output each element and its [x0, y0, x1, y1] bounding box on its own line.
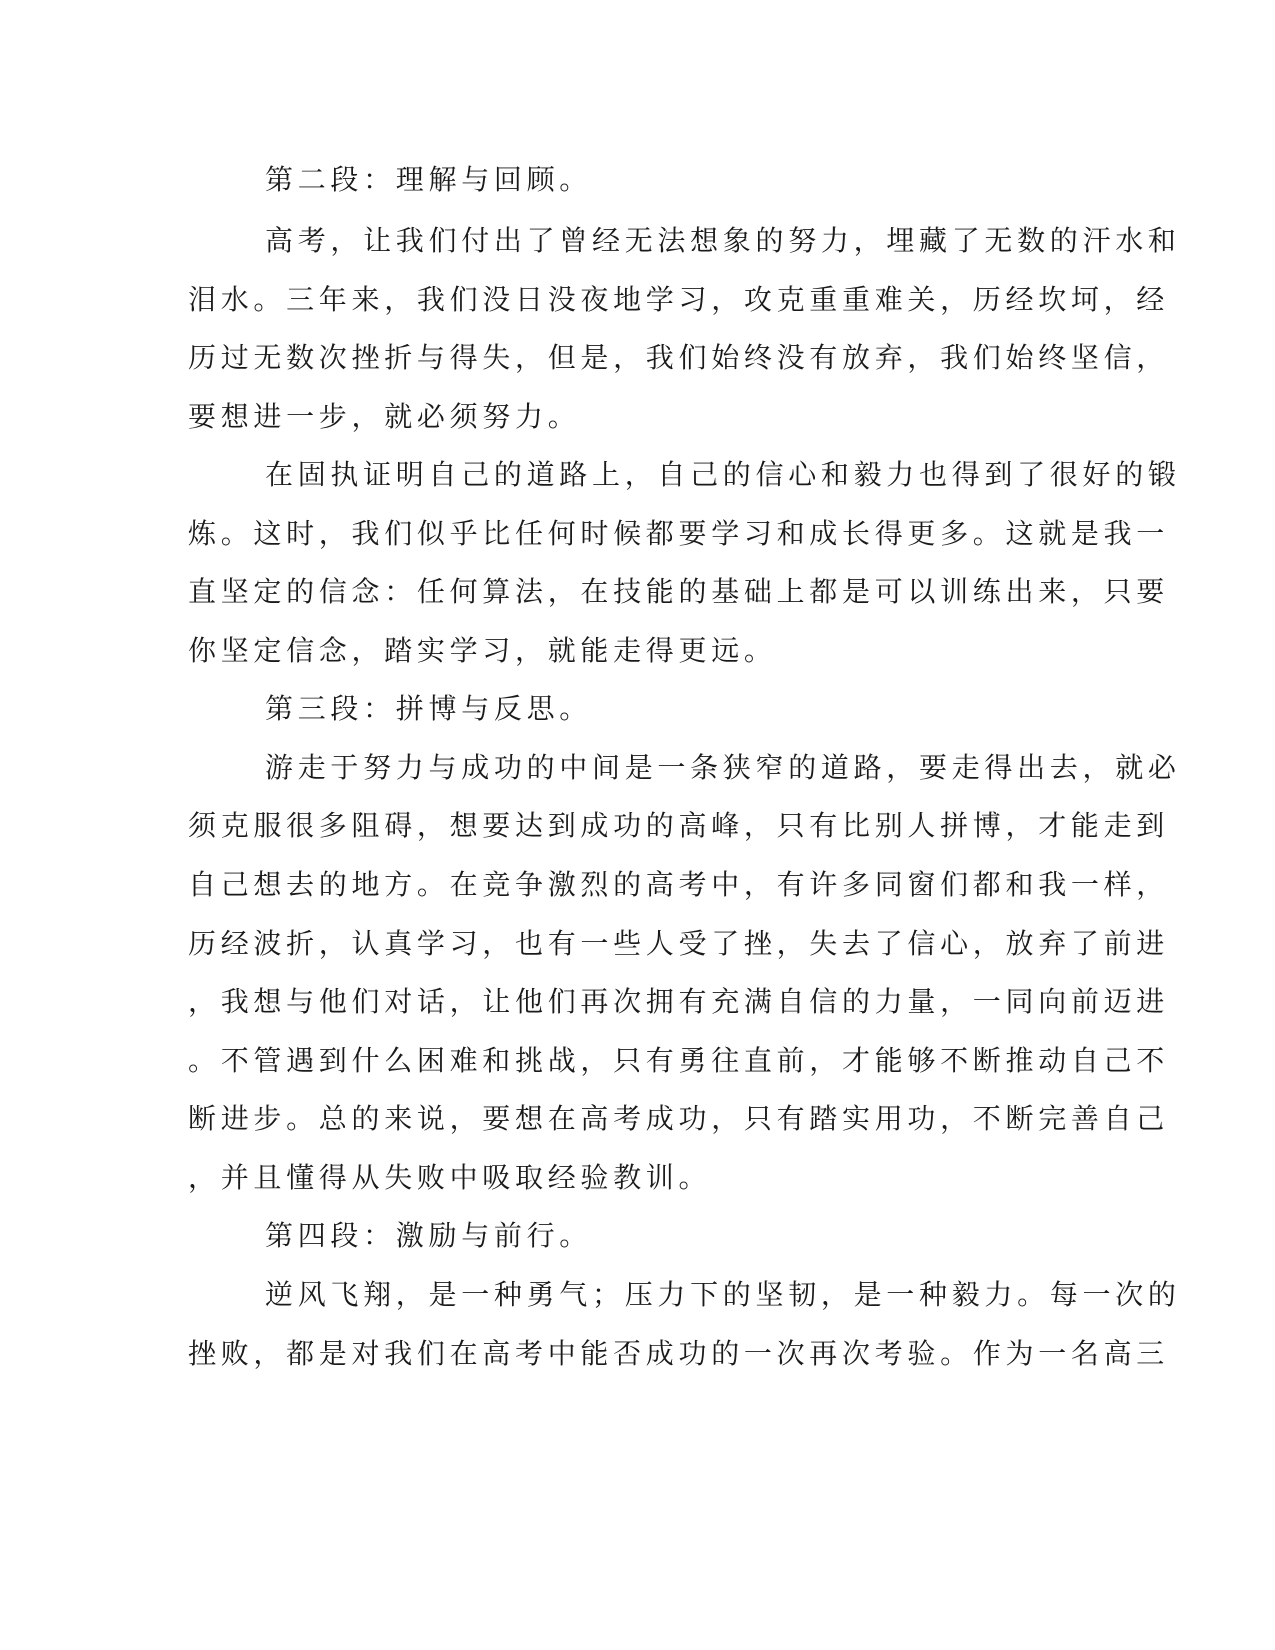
paragraph-line: 须克服很多阻碍，想要达到成功的高峰，只有比别人拼博，才能走到: [188, 809, 1170, 842]
paragraph-line: 自己想去的地方。在竞争激烈的高考中，有许多同窗们都和我一样，: [188, 868, 1170, 901]
paragraph-line: 在固执证明自己的道路上，自己的信心和毅力也得到了很好的锻: [265, 458, 1181, 491]
paragraph-line: 直坚定的信念：任何算法，在技能的基础上都是可以训练出来，只要: [188, 575, 1170, 608]
paragraph-line: 挫败，都是对我们在高考中能否成功的一次再次考验。作为一名高三: [188, 1337, 1170, 1370]
paragraph-line: 逆风飞翔，是一种勇气；压力下的坚韧，是一种毅力。每一次的: [265, 1278, 1181, 1311]
paragraph-line: 泪水。三年来，我们没日没夜地学习，攻克重重难关，历经坎坷，经: [188, 283, 1170, 316]
paragraph-line: 游走于努力与成功的中间是一条狭窄的道路，要走得出去，就必: [265, 751, 1181, 784]
paragraph-line: 历经波折，认真学习，也有一些人受了挫，失去了信心，放弃了前进: [188, 927, 1170, 960]
paragraph-line: 你坚定信念，踏实学习，就能走得更远。: [188, 634, 777, 667]
section-heading-4: 第四段：激励与前行。: [265, 1219, 593, 1252]
paragraph-line: 要想进一步，就必须努力。: [188, 400, 581, 433]
section-heading-3: 第三段：拼博与反思。: [265, 692, 593, 725]
section-heading-2: 第二段：理解与回顾。: [265, 163, 593, 196]
paragraph-line: ，我想与他们对话，让他们再次拥有充满自信的力量，一同向前迈进: [188, 985, 1170, 1018]
paragraph-line: ，并且懂得从失败中吸取经验教训。: [188, 1161, 712, 1194]
paragraph-line: 断进步。总的来说，要想在高考成功，只有踏实用功，不断完善自己: [188, 1102, 1170, 1135]
paragraph-line: 高考，让我们付出了曾经无法想象的努力，埋藏了无数的汗水和: [265, 224, 1181, 257]
paragraph-line: 炼。这时，我们似乎比任何时候都要学习和成长得更多。这就是我一: [188, 517, 1170, 550]
paragraph-line: 历过无数次挫折与得失，但是，我们始终没有放弃，我们始终坚信，: [188, 341, 1170, 374]
paragraph-line: 。不管遇到什么困难和挑战，只有勇往直前，才能够不断推动自己不: [188, 1044, 1170, 1077]
